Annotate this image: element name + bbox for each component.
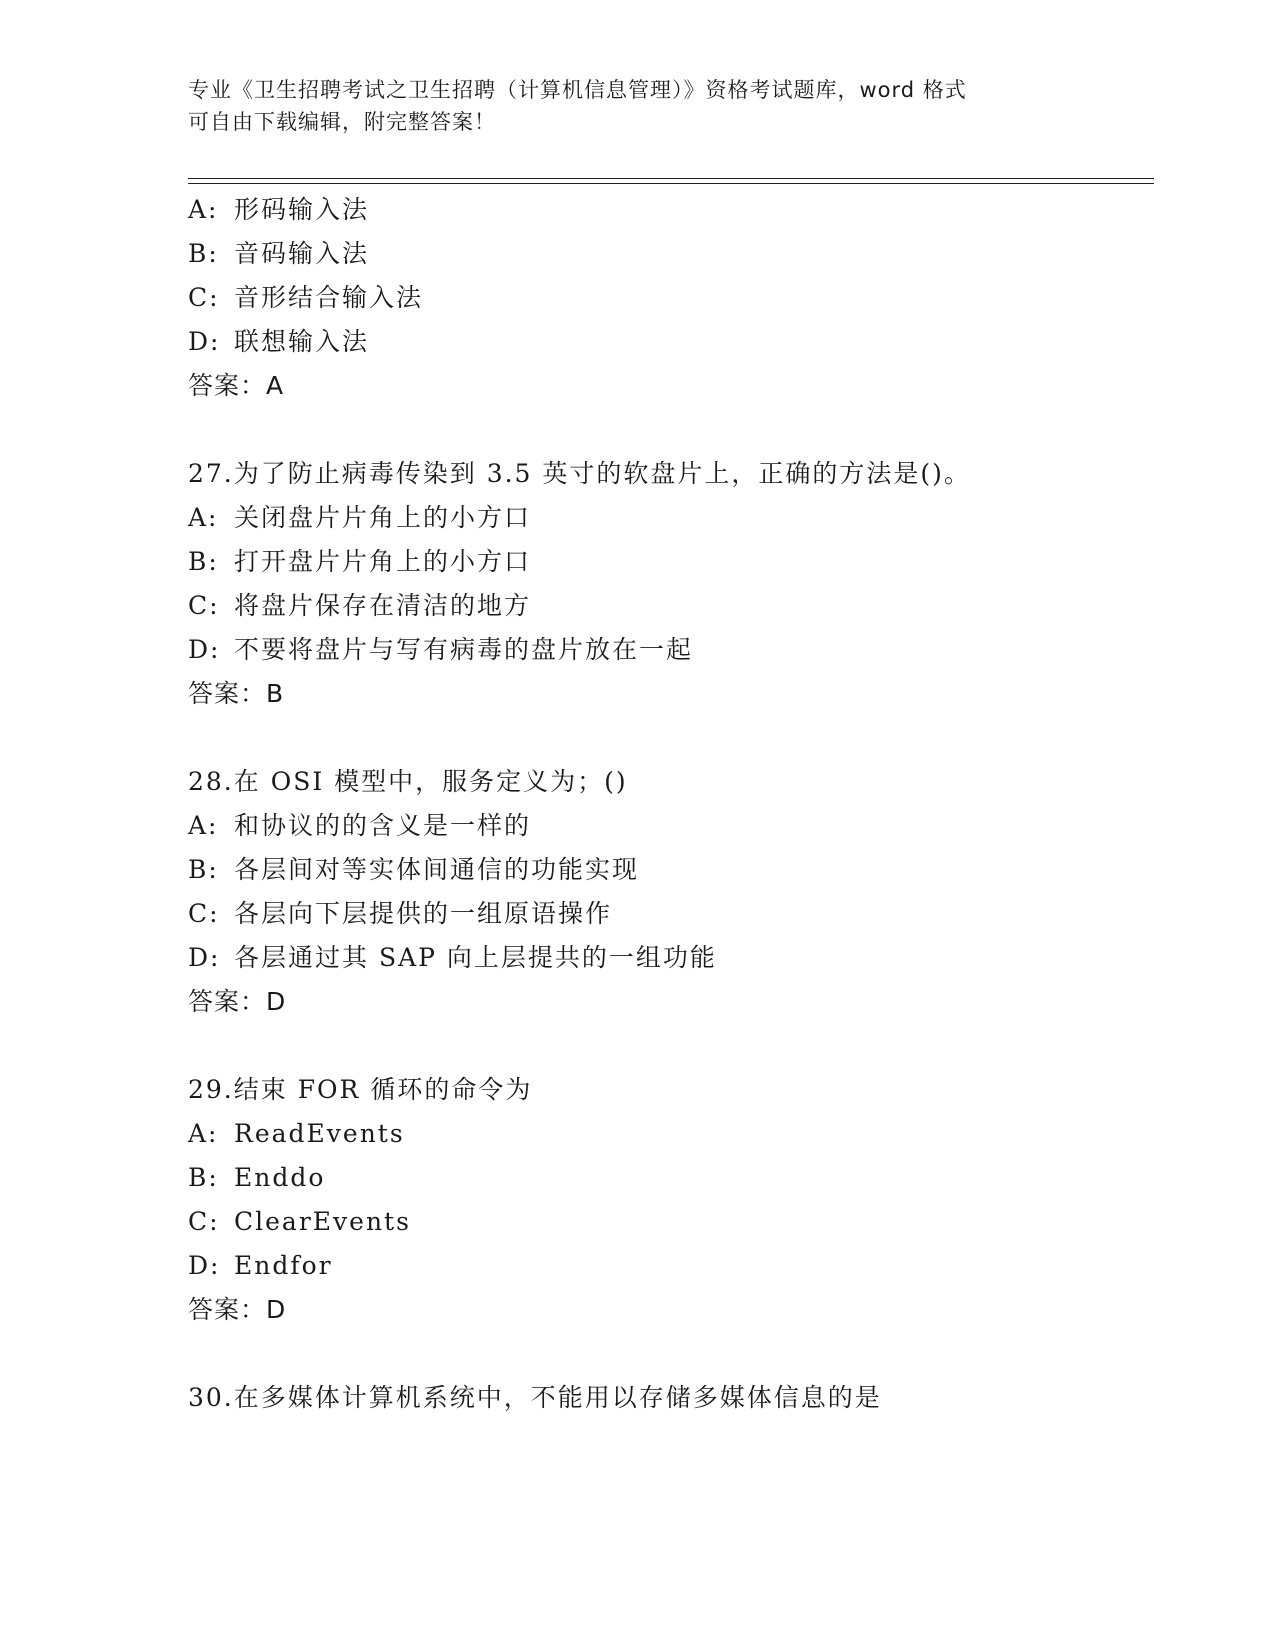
option-text: 音形结合输入法 [234, 283, 424, 312]
option-text: ReadEvents [234, 1119, 405, 1148]
option-label: A: [188, 1119, 219, 1148]
q26-option-b [188, 234, 369, 274]
option-text: 将盘片保存在清洁的地方 [234, 591, 532, 620]
option-label: B: [188, 239, 219, 268]
q27-option-c [188, 586, 531, 626]
option-text: Enddo [234, 1163, 326, 1192]
q29-answer: 答案：D [188, 1295, 287, 1324]
q29-option-c [188, 1202, 411, 1242]
option-text: 各层通过其 SAP 向上层提共的一组功能 [234, 943, 717, 972]
option-text: ClearEvents [234, 1207, 411, 1236]
q30-question: 30.在多媒体计算机系统中，不能用以存储多媒体信息的是 [188, 1383, 882, 1412]
header-divider-top [188, 178, 1154, 179]
q28-option-d [188, 938, 717, 978]
option-text: 和协议的的含义是一样的 [234, 811, 532, 840]
option-label: D: [188, 327, 221, 356]
option-text: 音码输入法 [234, 239, 370, 268]
q29-option-d [188, 1246, 333, 1286]
q27-question: 27.为了防止病毒传染到 3.5 英寸的软盘片上，正确的方法是()。 [188, 459, 971, 488]
q27-answer: 答案：B [188, 679, 285, 708]
q29-question: 29.结束 FOR 循环的命令为 [188, 1075, 533, 1104]
option-label: B: [188, 855, 219, 884]
q28-option-b [188, 850, 639, 890]
option-label: B: [188, 1163, 219, 1192]
q28-option-a [188, 806, 531, 846]
option-label: D: [188, 1251, 221, 1280]
option-text: 各层向下层提供的一组原语操作 [234, 899, 613, 928]
option-label: A: [188, 195, 219, 224]
option-text: 打开盘片片角上的小方口 [234, 547, 532, 576]
q28-question: 28.在 OSI 模型中，服务定义为；() [188, 767, 628, 796]
q28-answer: 答案：D [188, 987, 287, 1016]
q28-option-c [188, 894, 612, 934]
option-text: 联想输入法 [234, 327, 370, 356]
option-label: C: [188, 1207, 220, 1236]
q29-option-a [188, 1114, 405, 1154]
q26-option-c [188, 278, 423, 318]
option-label: C: [188, 283, 220, 312]
option-label: D: [188, 635, 221, 664]
q29-option-b [188, 1158, 325, 1198]
option-label: B: [188, 547, 219, 576]
header-line-1: 专业《卫生招聘考试之卫生招聘（计算机信息管理）》资格考试题库，word 格式 [188, 78, 967, 102]
option-label: A: [188, 503, 219, 532]
header-line-2: 可自由下载编辑，附完整答案！ [188, 110, 496, 134]
q26-option-d [188, 322, 369, 362]
option-text: 关闭盘片片角上的小方口 [234, 503, 532, 532]
option-text: 形码输入法 [234, 195, 370, 224]
option-label: A: [188, 811, 219, 840]
option-text: Endfor [234, 1251, 333, 1280]
option-label: D: [188, 943, 221, 972]
q27-option-b [188, 542, 531, 582]
header-divider-bottom [188, 183, 1154, 184]
q26-answer: 答案：A [188, 371, 285, 400]
option-label: C: [188, 899, 220, 928]
option-label: C: [188, 591, 220, 620]
document-header [188, 74, 1068, 138]
q26-option-a [188, 190, 369, 230]
q27-option-d [188, 630, 693, 670]
option-text: 各层间对等实体间通信的功能实现 [234, 855, 640, 884]
q27-option-a [188, 498, 531, 538]
option-text: 不要将盘片与写有病毒的盘片放在一起 [234, 635, 694, 664]
